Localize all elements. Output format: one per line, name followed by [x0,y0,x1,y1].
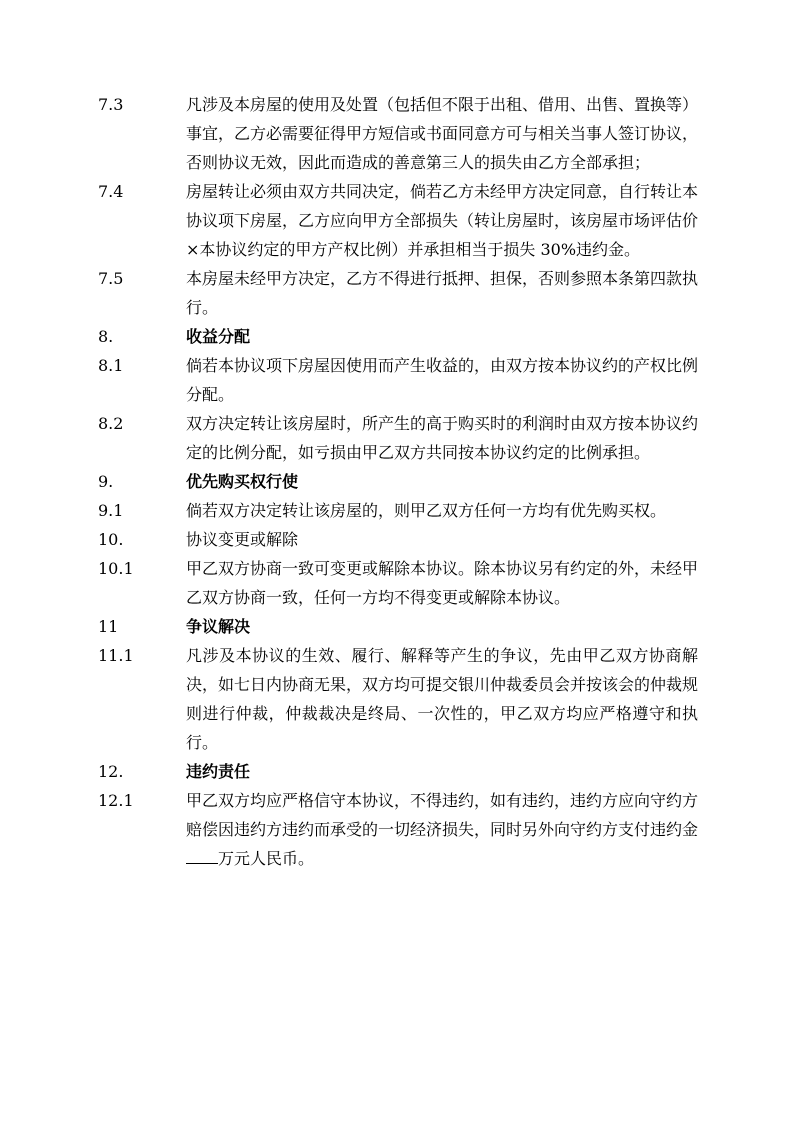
section-heading [0,322,698,351]
clause-row [0,554,698,612]
clause-text [186,786,698,873]
section-title: 违约责任 [186,762,251,781]
clause-text: 凡涉及本协议的生效、履行、解释等产生的争议，先由甲乙双方协商解决，如七日内协商无果，双方均可提交银川仲裁委员会并按该会的仲裁规则进行仲裁，仲裁裁决是终局、一次性的，甲乙双方均应严格遵守和执行。 [186,646,699,752]
clause-text-before-blank: 甲乙双方均应严格信守本协议，不得违约，如有违约，违约方应向守约方赔偿因违约方违约而承受的一切经济损失，同时另外向守约方支付违约金 [186,791,699,839]
clause-number: 9. [98,472,114,491]
clause-text: 倘若双方决定转让该房屋的，则甲乙双方任何一方均有优先购买权。 [186,501,667,520]
clause-number: 12.1 [98,791,134,810]
clause-number: 8.1 [98,356,124,375]
section-title: 优先购买权行使 [186,472,299,491]
clause-text: 房屋转让必须由双方共同决定，倘若乙方未经甲方决定同意，自行转让本协议项下房屋，乙方应向甲方全部损失（转让房屋时，该房屋市场评估价×本协议约定的甲方产权比例）并承担相当于损失 30%违约金。 [186,182,699,259]
clause-row [0,641,698,757]
clause-number: 7.4 [98,182,124,201]
clause-text: 本房屋未经甲方决定，乙方不得进行抵押、担保，否则参照本条第四款执行。 [186,269,699,317]
clause-number: 10. [98,530,124,549]
clause-list [0,90,698,873]
clause-row [0,90,698,177]
clause-number: 12. [98,762,124,781]
section-title: 协议变更或解除 [186,530,299,549]
section-title: 争议解决 [186,617,251,636]
clause-row [0,409,698,467]
clause-text-after-blank: 万元人民币。 [218,849,315,868]
clause-row [0,786,698,873]
section-heading [0,612,698,641]
section-title: 收益分配 [186,327,251,346]
section-heading [0,525,698,554]
clause-row [0,351,698,409]
clause-number: 7.5 [98,269,124,288]
clause-text: 倘若本协议项下房屋因使用而产生收益的，由双方按本协议约的产权比例分配。 [186,356,699,404]
clause-text: 甲乙双方协商一致可变更或解除本协议。除本协议另有约定的外，未经甲乙双方协商一致，任何一方均不得变更或解除本协议。 [186,559,699,607]
clause-number: 8.2 [98,414,124,433]
clause-text: 凡涉及本房屋的使用及处置（包括但不限于出租、借用、出售、置换等）事宜，乙方必需要征得甲方短信或书面同意方可与相关当事人签订协议，否则协议无效，因此而造成的善意第三人的损失由乙方全部承担； [186,95,699,172]
clause-row [0,264,698,322]
clause-text: 双方决定转让该房屋时，所产生的高于购买时的利润时由双方按本协议约定的比例分配，如亏损由甲乙双方共同按本协议约定的比例承担。 [186,414,699,462]
clause-number: 8. [98,327,114,346]
section-heading [0,467,698,496]
section-heading [0,757,698,786]
clause-number: 7.3 [98,95,124,114]
amount-blank-line [186,846,218,864]
clause-row [0,496,698,525]
clause-number: 10.1 [98,559,134,578]
clause-number: 9.1 [98,501,124,520]
clause-number: 11.1 [98,646,134,665]
clause-row [0,177,698,264]
clause-number: 11 [98,617,119,636]
